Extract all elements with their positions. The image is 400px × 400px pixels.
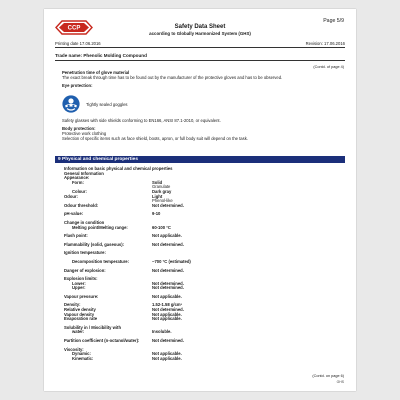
property-label: pH-value: <box>64 211 84 217</box>
property-value: Not determined. <box>152 338 184 344</box>
property-value: Not applicable. <box>152 351 182 357</box>
property-label: Partition coefficient (n-octanol/water): <box>64 338 140 344</box>
body-line: Selection of specific items such as face shield, boots, apron, or full body suit will depend on the task. <box>62 136 248 141</box>
property-row <box>64 234 334 239</box>
property-value: Not determined. <box>152 202 184 208</box>
sds-page <box>44 9 356 391</box>
property-value <box>152 251 334 256</box>
property-value: Not applicable. <box>152 355 182 361</box>
property-value: Not determined. <box>152 267 184 273</box>
property-label: Appearance: <box>64 175 90 181</box>
goggles-icon <box>62 95 80 113</box>
property-value: Phenol-like <box>152 198 173 204</box>
property-label: Dynamic: <box>72 351 91 357</box>
property-label: Danger of explosion: <box>64 267 106 273</box>
property-label: General Information <box>64 170 104 176</box>
date-line <box>55 41 345 46</box>
glove-heading: Penetration time of glove material <box>62 70 130 75</box>
body-heading: Body protection: <box>62 126 96 131</box>
property-value: Solid <box>152 179 163 185</box>
eye-text: Safety glasses with side shields conforming to EN166, ANSI 87.1-2010, or equivalent. <box>62 118 221 123</box>
property-value: 60-100 °C <box>152 224 171 230</box>
property-label: Melting point/Melting range: <box>72 224 128 230</box>
property-value: Not applicable. <box>152 311 182 317</box>
printing-date: Printing date 17.06.2016 <box>55 41 101 46</box>
property-label: Flash point: <box>64 233 88 239</box>
property-label: Ignition temperature: <box>64 250 106 256</box>
glove-text: The exact break through time has to be found out by the manufacturer of the protective gloves and has to be observed. <box>62 75 283 80</box>
glove-section <box>62 70 342 88</box>
goggles-label: Tightly sealed goggles <box>86 101 128 107</box>
property-row <box>64 357 334 362</box>
property-label: Upper: <box>72 285 86 291</box>
property-label: Colour: <box>72 188 87 194</box>
property-value: Not applicable. <box>152 316 182 322</box>
property-row <box>64 243 334 248</box>
property-value: Not determined. <box>152 285 184 291</box>
property-row <box>64 339 334 344</box>
trade-rule <box>55 60 345 61</box>
property-row <box>64 286 334 291</box>
property-label: Density: <box>64 302 81 308</box>
property-value: Insoluble. <box>152 329 172 335</box>
revision-date: Revision: 17.06.2016 <box>305 41 345 46</box>
property-row <box>64 204 334 209</box>
property-label: Flammability (solid, gaseous): <box>64 241 125 247</box>
document-subtitle: according to Globally Harmonized System (GHS) <box>149 31 251 36</box>
header-rule <box>55 47 345 48</box>
body-line: Protective work clothing <box>62 131 107 136</box>
property-value: Granulate <box>152 184 171 190</box>
eye-heading: Eye protection: <box>62 83 93 88</box>
property-label: Decomposition temperature: <box>72 258 130 264</box>
property-label: Lower: <box>72 280 86 286</box>
property-row <box>64 295 334 300</box>
footer-code: GHS <box>336 380 344 384</box>
property-label: Evaporation rate <box>64 316 98 322</box>
eye-body-section <box>62 118 342 141</box>
property-value: Not determined. <box>152 307 184 313</box>
property-value: Not determined. <box>152 241 184 247</box>
property-label: Vapour pressure: <box>64 293 99 299</box>
continued-from: (Contd. of page 4) <box>313 65 344 69</box>
continued-on: (Contd. on page 6) <box>312 374 344 378</box>
properties-table <box>64 167 334 361</box>
trade-name: Trade name: Phenolic Molding Compound <box>55 53 147 58</box>
property-label: Odour: <box>64 193 78 199</box>
section-9-header: 9 Physical and chemical properties <box>55 156 345 163</box>
property-value: Not applicable. <box>152 293 182 299</box>
property-label: water: <box>72 329 85 335</box>
property-value: Not applicable. <box>152 233 182 239</box>
property-label: Viscosity: <box>64 346 84 352</box>
page-number: Page 5/9 <box>323 18 344 24</box>
property-value: Light <box>152 193 163 199</box>
property-label: Information on basic physical and chemical properties <box>64 166 173 171</box>
property-label: Change in condition <box>64 219 105 225</box>
property-row <box>64 251 334 256</box>
property-label: Form: <box>72 179 84 185</box>
property-label: Explosion limits: <box>64 276 98 282</box>
property-value: Not determined. <box>152 280 184 286</box>
logo-text: CCP <box>67 25 81 32</box>
goggles-pictogram-row <box>62 95 128 113</box>
property-row <box>64 260 334 265</box>
document-title: Safety Data Sheet <box>174 24 226 30</box>
property-label: Odour threshold: <box>64 202 99 208</box>
property-label: Relative density <box>64 307 96 313</box>
property-label: Kinematic: <box>72 355 94 361</box>
property-label: Vapour density <box>64 311 95 317</box>
property-row <box>64 269 334 274</box>
property-label: Solubility in / Miscibility with <box>64 324 121 330</box>
property-row <box>64 317 334 322</box>
property-row <box>64 226 334 231</box>
property-value: Dark gray <box>152 188 172 194</box>
property-row <box>64 330 334 335</box>
property-row <box>64 212 334 217</box>
property-value: 9-10 <box>152 211 161 217</box>
property-value: 1.52-1.58 g/cm³ <box>152 302 183 308</box>
property-value: ~700 °C (estimated) <box>152 258 191 264</box>
